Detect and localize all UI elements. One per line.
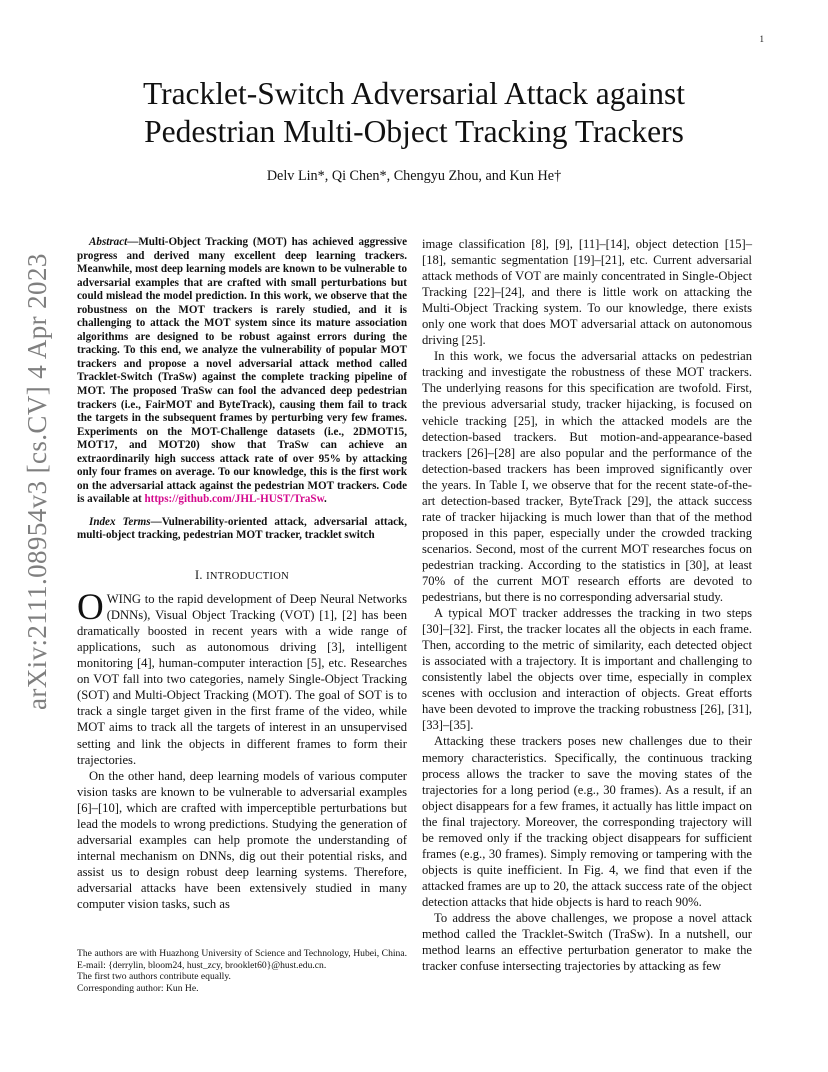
index-terms-lead: Index Terms — [89, 515, 151, 528]
footnotes — [77, 948, 407, 995]
right-column — [422, 236, 752, 974]
right-paragraph-1: image classification [8], [9], [11]–[14], object detection [15]–[18], semantic segmentation [19]–[21], etc. Current adversarial attack methods of VOT are mainly concentrated in Single-Object Tracking [22]–[24], and there is little work on attacking the Multi-Object Tracking system. To our knowledge, there exists only one work that does MOT adversarial attack on autonomous driving [25]. — [422, 237, 752, 348]
drop-cap: O — [77, 587, 104, 629]
footnote-corresponding-author: Corresponding author: Kun He. — [77, 983, 199, 995]
title-line-1: Tracklet-Switch Adversarial Attack against — [142, 76, 686, 111]
author-list: Delv Lin*, Qi Chen*, Chengyu Zhou, and Kun He† — [266, 168, 562, 184]
section-title: INTRODUCTION — [206, 571, 289, 583]
section-number: I. — [194, 568, 203, 583]
index-terms — [77, 516, 407, 543]
section-heading — [77, 567, 407, 585]
arxiv-stamp: arXiv:2111.08954v3 [cs.CV] 4 Apr 2023 — [22, 253, 52, 710]
right-paragraph-3: A typical MOT tracker addresses the tracking in two steps [30]–[32]. First, the tracker locates all the objects in each frame. Then, according to the metric of similarity, each detected object is associated with a trajectory. It is important and challenging to consistently label the objects over time, especially in complex scenes with occlusion and interaction of objects. Great efforts have been devoted to improve the tracking robustness [26], [31], [33]–[35]. — [422, 606, 752, 733]
abstract-text: —Multi-Object Tracking (MOT) has achieved aggressive progress and derived many excellent deep learning trackers. Meanwhile, most deep learning models are known to be vulnerable to adversarial examples that are crafted with small perturbations but could mislead the model prediction. In this work, we observe that the robustness on the MOT trackers is rarely studied, and it is challenging to attack the MOT system since its mature association algorithms are designed to be robust against errors during the tracking. To this end, we analyze the vulnerability of popular MOT trackers and propose a novel adversarial attack method called Tracklet-Switch (TraSw) against the complete tracking pipeline of MOT. The proposed TraSw can fool the advanced deep pedestrian trackers (i.e., FairMOT and ByteTrack), causing them fail to track the targets in the subsequent frames by perturbing very few frames. Experiments on the MOT-Challenge datasets (i.e., 2DMOT15, MOT17, and MOT20) show that TraSw can achieve an extraordinarily high success attack rate of over 95% by attacking only four frames on average. To our knowledge, this is the first work on the adversarial attack against the pedestrian MOT trackers. Code is available at — [77, 236, 407, 506]
left-column — [77, 236, 407, 912]
right-paragraph-2: In this work, we focus the adversarial attacks on pedestrian tracking and investigate the robustness of these MOT trackers. The underlying reasons for this specification are twofold. First, the previous adversarial study, tracker hijacking, is focused on vehicle tracking [25], in which the attacked models are the detection-based trackers. But motion-and-appearance-based trackers [26]–[28] are also popular and the performance of the detection-based trackers has been improved significantly over the years. In Table I, we observe that for the recent state-of-the-art detection-based tracker, ByteTrack [29], the attack success rate of tracker hijacking is much lower than that of the method proposed in this paper, especially under the crowded tracking scenarios. Second, most of the current MOT researches focus on pedestrian tracking. According to the statistics in [30], at least 70% of the current MOT research efforts are devoted to pedestrians, but there is no corresponding adversarial study. — [422, 349, 752, 605]
intro-paragraph-1-text: WING to the rapid development of Deep Neural Networks (DNNs), Visual Object Tracking (VOT) [1], [2] has been dramatically boosted in recent years with a wide range of applications, such as autonomous driving [3], intelligent monitoring [4], human-computer interaction [5], etc. Researches on VOT fall into two categories, namely Single-Object Tracking (SOT) and Multi-Object Tracking (MOT). The goal of SOT is to track a single target given in the first frame of the video, while MOT aims to track all the targets of interest in an unsupervised setting and link the objects in different frames to form their trajectories. — [77, 592, 407, 767]
code-link[interactable]: https://github.com/JHL-HUST/TraSw — [144, 493, 324, 506]
footnote-affiliation: The authors are with Huazhong University of Science and Technology, Hubei, China. E-mail: {derrylin, bloom24, hust_zcy, brooklet60}@hust.edu.cn. — [77, 948, 407, 971]
footnote-equal-contribution: The first two authors contribute equally. — [77, 971, 231, 983]
title-line-2: Pedestrian Multi-Object Tracking Trackers — [144, 114, 684, 149]
index-terms-text: —Vulnerability-oriented attack, adversarial attack, multi-object tracking, pedestrian MOT tracker, tracklet switch — [77, 515, 407, 542]
right-paragraph-4: Attacking these trackers poses new challenges due to their memory characteristics. Specifically, the continuous tracking process allows the tracker to save the moving states of the trajectories for a long period (e.g., 30 frames). As a result, if an object disappears for a few frames, it actually has little impact on the final trajectory. Moreover, the corresponding trajectory will be removed only if the tracking object disappears for sufficient frames (e.g., 30 frames). Simply removing or tampering with the objects is quite inefficient. In Fig. 4, we find that even if the attacked frames are up to 20, the attack success rate of the object detection attacks that hide objects is hard to reach 90%. — [422, 734, 752, 909]
intro-paragraph-2: On the other hand, deep learning models of various computer vision tasks are known to be vulnerable to adversarial examples [6]–[10], which are crafted with imperceptible perturbations but lead the models to wrong predictions. Studying the generation of adversarial examples can help promote the understanding of internal mechanism on DNNs, dig out their potential risks, and assist us to design robust deep learning systems. Therefore, adversarial attacks have been extensively studied in many computer vision tasks, such as — [77, 768, 407, 911]
paper-title — [60, 75, 768, 151]
abstract: Abstract—Multi-Object Tracking (MOT) has achieved aggressive progress and derived many excellent deep learning trackers. Meanwhile, most deep learning models are known to be vulnerable to adversarial examples that are crafted with small perturbations but could mislead the model prediction. In this work, we observe that the robustness on the MOT trackers is rarely studied, and it is challenging to attack the MOT system since its mature association algorithms are designed to be robust against errors during the tracking. To this end, we analyze the vulnerability of popular MOT trackers and propose a novel adversarial attack method called Tracklet-Switch (TraSw) against the complete tracking pipeline of MOT. The proposed TraSw can fool the advanced deep pedestrian trackers (i.e., FairMOT and ByteTrack), causing them fail to track the targets in the subsequent frames by perturbing very few frames. Experiments on the MOT-Challenge datasets (i.e., 2DMOT15, MOT17, and MOT20) show that TraSw can achieve an extraordinarily high success attack rate of over 95% by attacking only four frames on average. To our knowledge, this is the first work on the adversarial attack against the pedestrian MOT trackers. Code is available at https://github.com/JHL-HUST/TraSw. — [77, 236, 407, 506]
right-paragraph-5: To address the above challenges, we propose a novel attack method called the Tracklet-Switch (TraSw). In a nutshell, our method learns an effective perturbation generator to make the tracker confuse intersecting trajectories by attacking as few — [422, 910, 752, 974]
page-number: 1 — [759, 34, 764, 44]
intro-paragraph-1 — [77, 587, 407, 768]
abstract-lead: Abstract — [89, 236, 128, 248]
